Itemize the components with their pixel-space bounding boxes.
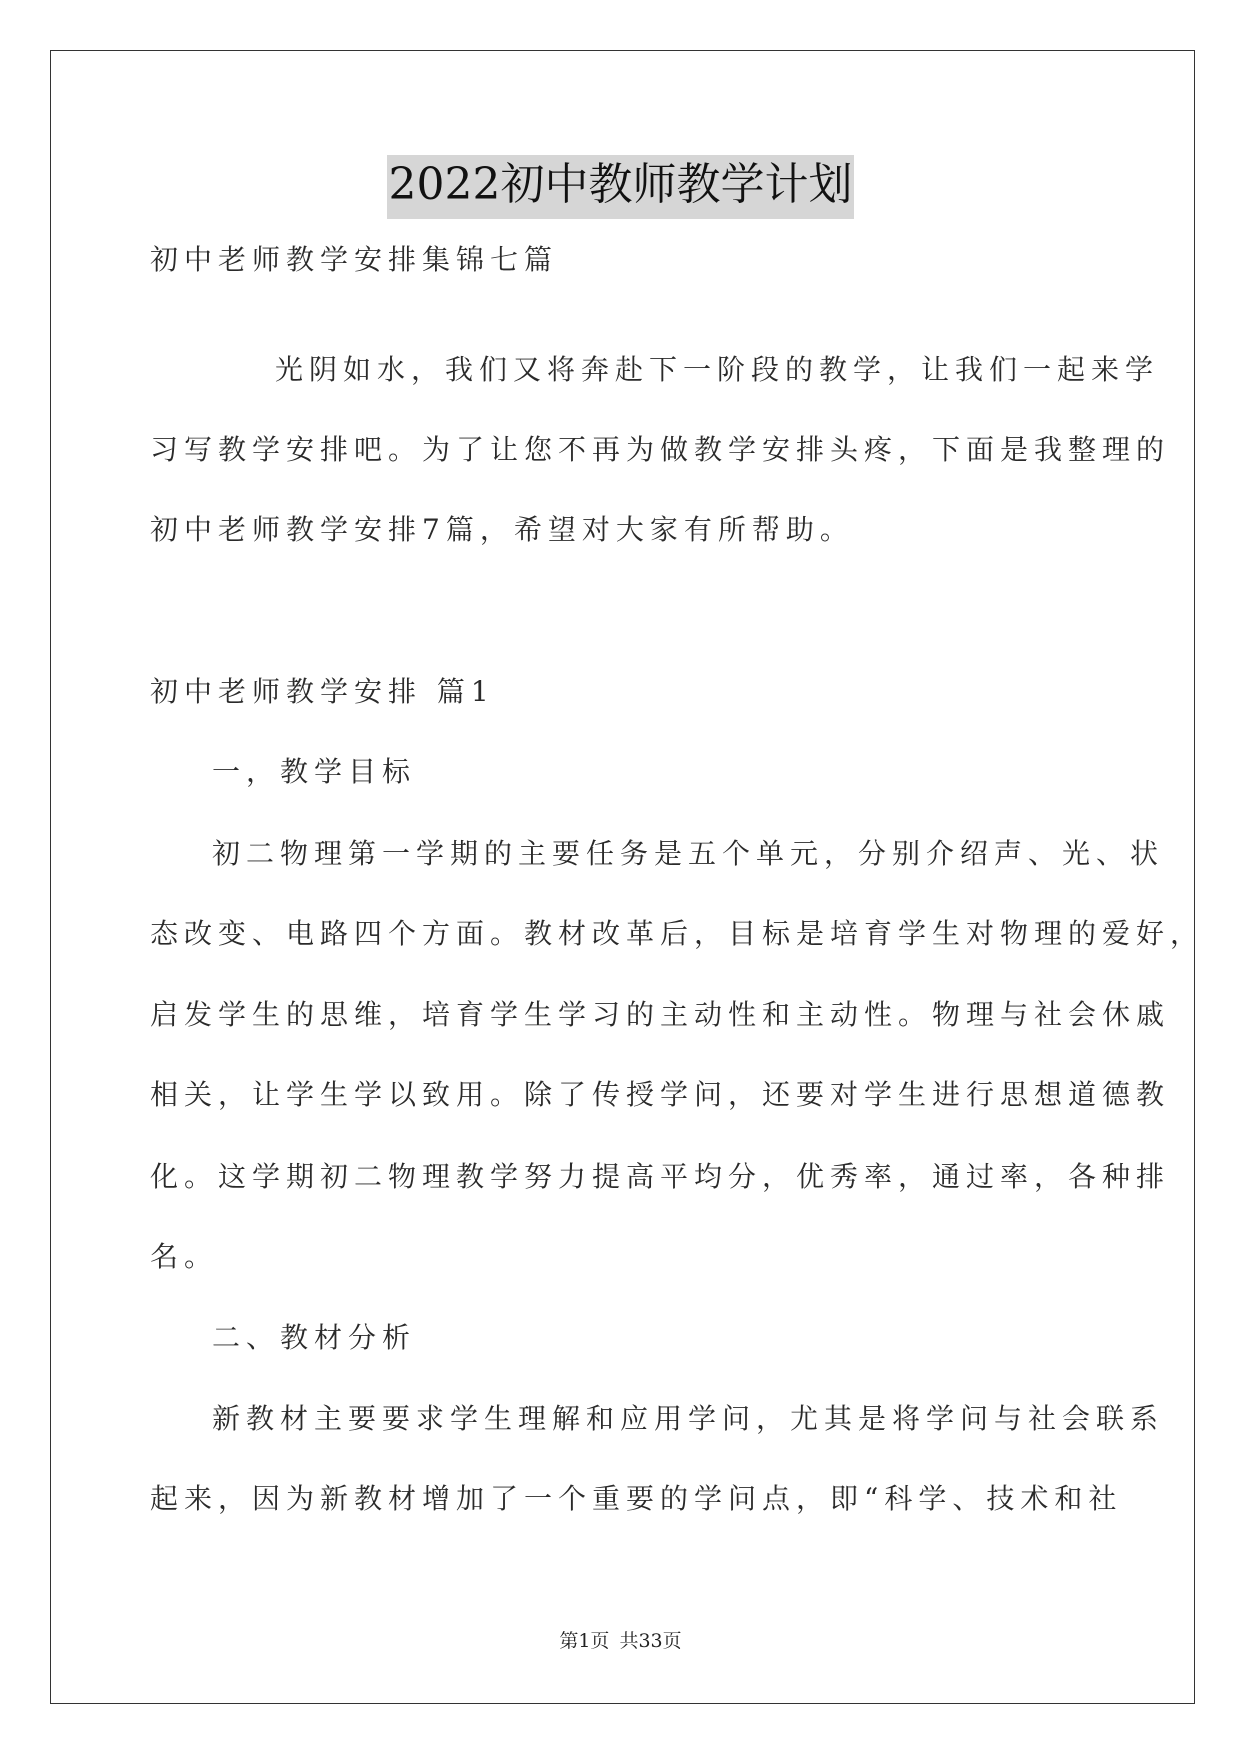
document-subtitle: 初中老师教学安排集锦七篇 [150,243,559,276]
part2-line-2: 起来，因为新教材增加了一个重要的学问点，即“科学、技术和社 [150,1482,1123,1515]
section-heading: 初中老师教学安排 篇1 [150,675,495,708]
page-footer [0,1626,1241,1653]
part1-line-5: 化。这学期初二物理教学努力提高平均分，优秀率，通过率，各种排 [150,1160,1171,1193]
intro-line-2: 习写教学安排吧。为了让您不再为做教学安排头疼，下面是我整理的 [150,433,1171,466]
part2-heading: 二、教材分析 [212,1321,417,1354]
intro-line-1: 光阴如水，我们又将奔赴下一阶段的教学，让我们一起来学 [275,353,1160,386]
total-pages: 共33页 [619,1630,682,1652]
part1-line-4: 相关，让学生学以致用。除了传授学问，还要对学生进行思想道德教 [150,1078,1171,1111]
part2-line-1: 新教材主要要求学生理解和应用学问，尤其是将学问与社会联系 [212,1402,1165,1435]
title-container [0,155,1241,219]
page-border [50,50,1195,1704]
part1-heading: 一，教学目标 [212,755,417,788]
page-number: 第1页 [559,1630,610,1652]
part1-line-2: 态改变、电路四个方面。教材改革后，目标是培育学生对物理的爱好， [150,917,1205,950]
intro-line-3: 初中老师教学安排7篇，希望对大家有所帮助。 [150,513,854,546]
part1-line-1: 初二物理第一学期的主要任务是五个单元，分别介绍声、光、状 [212,837,1165,870]
part1-line-6: 名。 [150,1240,219,1273]
part1-line-3: 启发学生的思维，培育学生学习的主动性和主动性。物理与社会休戚 [150,998,1171,1031]
document-title: 2022初中教师教学计划 [387,155,855,219]
